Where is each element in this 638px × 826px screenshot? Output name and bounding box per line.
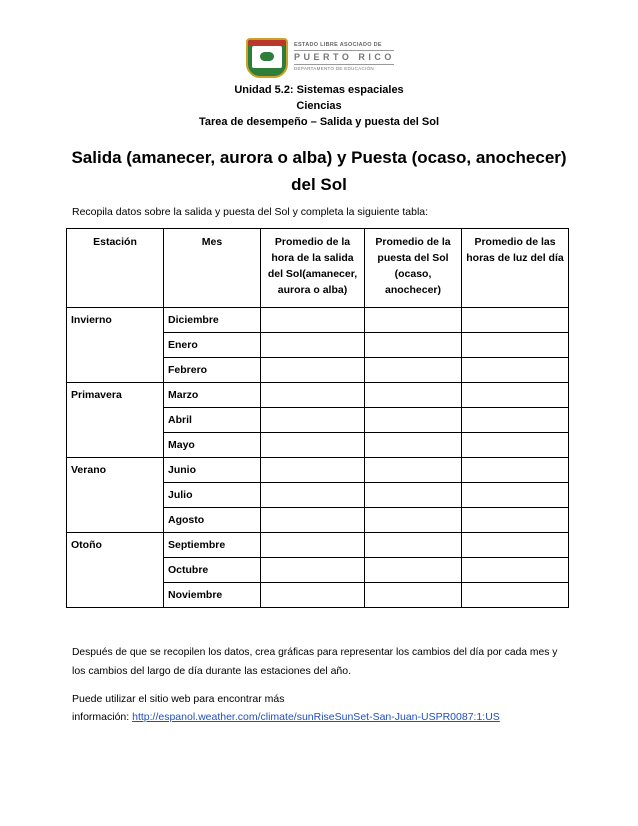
paragraph-website-line-1: Puede utilizar el sitio web para encontrar más bbox=[72, 693, 285, 705]
daylight-cell[interactable] bbox=[462, 558, 569, 583]
season-cell bbox=[67, 333, 164, 358]
season-cell bbox=[67, 433, 164, 458]
instruction-text: Recopila datos sobre la salida y puesta del Sol y completa la siguiente tabla: bbox=[72, 206, 429, 218]
sunset-cell[interactable] bbox=[365, 508, 462, 533]
table-row bbox=[67, 483, 569, 508]
sunset-cell[interactable] bbox=[365, 458, 462, 483]
data-table bbox=[66, 228, 569, 608]
header-cell: Promedio de la puesta del Sol (ocaso, anochecer) bbox=[365, 229, 462, 308]
month-cell: Agosto bbox=[164, 508, 261, 533]
season-cell bbox=[67, 408, 164, 433]
sunset-cell[interactable] bbox=[365, 408, 462, 433]
season-cell bbox=[67, 508, 164, 533]
task-heading: Tarea de desempeño – Salida y puesta del Sol bbox=[198, 116, 440, 128]
paragraph-graphs-line-1: Después de que se recopilen los datos, crea gráficas para representar los cambios del día por cada mes y bbox=[72, 647, 558, 658]
paragraph-website-line-2 bbox=[72, 708, 572, 726]
daylight-cell[interactable] bbox=[462, 333, 569, 358]
daylight-cell[interactable] bbox=[462, 408, 569, 433]
daylight-cell[interactable] bbox=[462, 533, 569, 558]
sunrise-cell[interactable] bbox=[261, 583, 365, 608]
header-cell: Estación bbox=[67, 229, 164, 308]
weather-link[interactable]: http://espanol.weather.com/climate/sunRiseSunSet-San-Juan-USPR0087:1:US bbox=[132, 711, 500, 723]
info-prefix: información: bbox=[72, 711, 133, 723]
table-row bbox=[67, 583, 569, 608]
table-row bbox=[67, 558, 569, 583]
month-cell: Diciembre bbox=[164, 308, 261, 333]
sunset-cell[interactable] bbox=[365, 308, 462, 333]
sunset-cell[interactable] bbox=[365, 358, 462, 383]
season-cell: Otoño bbox=[67, 533, 164, 558]
table-row bbox=[67, 358, 569, 383]
sunrise-cell[interactable] bbox=[261, 508, 365, 533]
sunrise-cell[interactable] bbox=[261, 433, 365, 458]
sunset-cell[interactable] bbox=[365, 558, 462, 583]
season-cell: Invierno bbox=[67, 308, 164, 333]
daylight-cell[interactable] bbox=[462, 383, 569, 408]
sunrise-cell[interactable] bbox=[261, 383, 365, 408]
coat-of-arms-icon bbox=[246, 38, 288, 78]
month-cell: Enero bbox=[164, 333, 261, 358]
paragraph-graphs-line-2: los cambios del largo de día durante las estaciones del año. bbox=[72, 665, 352, 677]
sunrise-cell[interactable] bbox=[261, 558, 365, 583]
month-cell: Septiembre bbox=[164, 533, 261, 558]
sunset-cell[interactable] bbox=[365, 383, 462, 408]
sunrise-cell[interactable] bbox=[261, 358, 365, 383]
season-cell bbox=[67, 358, 164, 383]
sunrise-cell[interactable] bbox=[261, 483, 365, 508]
season-cell: Primavera bbox=[67, 383, 164, 408]
sunrise-cell[interactable] bbox=[261, 308, 365, 333]
table-row bbox=[67, 333, 569, 358]
logo-line-2: PUERTO RICO bbox=[294, 52, 395, 62]
unit-heading: Unidad 5.2: Sistemas espaciales bbox=[234, 84, 404, 96]
table-row bbox=[67, 533, 569, 558]
month-cell: Junio bbox=[164, 458, 261, 483]
header-cell: Promedio de las horas de luz del día bbox=[462, 229, 569, 308]
table-row bbox=[67, 383, 569, 408]
table-row bbox=[67, 433, 569, 458]
daylight-cell[interactable] bbox=[462, 458, 569, 483]
sunset-cell[interactable] bbox=[365, 533, 462, 558]
season-cell: Verano bbox=[67, 458, 164, 483]
daylight-cell[interactable] bbox=[462, 583, 569, 608]
header-cell: Promedio de la hora de la salida del Sol(amanecer, aurora o alba) bbox=[261, 229, 365, 308]
daylight-cell[interactable] bbox=[462, 308, 569, 333]
daylight-cell[interactable] bbox=[462, 508, 569, 533]
month-cell: Mayo bbox=[164, 433, 261, 458]
season-cell bbox=[67, 558, 164, 583]
table-row bbox=[67, 508, 569, 533]
sunset-cell[interactable] bbox=[365, 483, 462, 508]
sunset-cell[interactable] bbox=[365, 333, 462, 358]
month-cell: Abril bbox=[164, 408, 261, 433]
month-cell: Julio bbox=[164, 483, 261, 508]
sunset-cell[interactable] bbox=[365, 583, 462, 608]
table-row bbox=[67, 408, 569, 433]
table-header-row bbox=[67, 229, 569, 308]
season-cell bbox=[67, 583, 164, 608]
sunrise-cell[interactable] bbox=[261, 458, 365, 483]
page-title-line-1: Salida (amanecer, aurora o alba) y Puesta (ocaso, anochecer) bbox=[71, 148, 567, 167]
header-cell: Mes bbox=[164, 229, 261, 308]
table-row bbox=[67, 308, 569, 333]
logo-line-3: DEPARTAMENTO DE EDUCACIÓN bbox=[294, 66, 374, 71]
month-cell: Noviembre bbox=[164, 583, 261, 608]
month-cell: Marzo bbox=[164, 383, 261, 408]
month-cell: Octubre bbox=[164, 558, 261, 583]
sunrise-cell[interactable] bbox=[261, 333, 365, 358]
table-row bbox=[67, 458, 569, 483]
daylight-cell[interactable] bbox=[462, 433, 569, 458]
puerto-rico-education-logo bbox=[246, 38, 396, 80]
sunset-cell[interactable] bbox=[365, 433, 462, 458]
season-cell bbox=[67, 483, 164, 508]
logo-line-1: ESTADO LIBRE ASOCIADO DE bbox=[294, 42, 382, 48]
daylight-cell[interactable] bbox=[462, 483, 569, 508]
page-title-line-2: del Sol bbox=[291, 175, 347, 194]
daylight-cell[interactable] bbox=[462, 358, 569, 383]
subject-heading: Ciencias bbox=[296, 100, 342, 112]
month-cell: Febrero bbox=[164, 358, 261, 383]
sunrise-cell[interactable] bbox=[261, 533, 365, 558]
sunrise-cell[interactable] bbox=[261, 408, 365, 433]
